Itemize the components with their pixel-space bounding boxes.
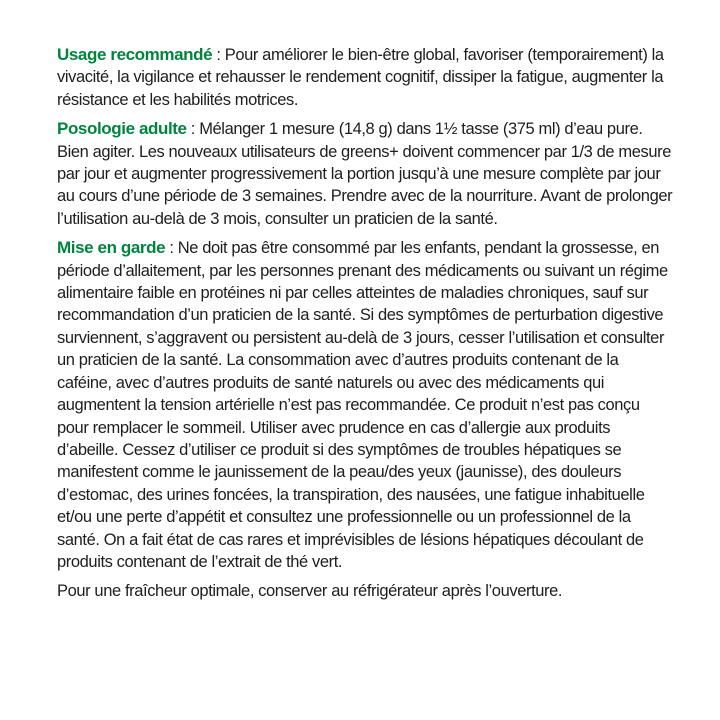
storage-text: Pour une fraîcheur optimale, conserver au réfrigérateur après l’ouverture. — [57, 582, 563, 601]
dosage-separator: : — [186, 120, 200, 139]
label-text-block — [57, 44, 675, 603]
warning-heading: Mise en garde — [57, 238, 166, 258]
dosage-paragraph — [57, 118, 675, 230]
storage-note-paragraph — [57, 580, 675, 602]
usage-heading: Usage recommandé — [57, 45, 213, 64]
usage-paragraph — [57, 44, 675, 111]
warning-separator: : — [165, 239, 178, 258]
usage-separator: : — [212, 46, 225, 64]
warning-text: Ne doit pas être consommé par les enfants, pendant la grossesse, en période d’allaitement, par les personnes prenant des médicaments ou suivant un régime alimentaire faible en protéines ni par celles atteintes de maladies chroniques, sauf sur recommandation d’un praticien de la santé. Si des symptômes de perturbation digestive surviennent, s’aggravent ou persistent au-delà de 3 jours, cesser l’utilisation et consulter un praticien de la santé. La consommation avec d’autres produits contenant de la caféine, avec d’autres produits de santé naturels ou avec des médicaments qui augmentent la tension artérielle n’est pas recommandée. Ce produit n’est pas conçu pour remplacer le sommeil. Utiliser avec prudence en cas d’allergie aux produits d’abeille. Cessez d’utiliser ce produit si des symptômes de troubles hépatiques se manifestent comme le jaunissement de la peau/des yeux (jaunisse), des douleurs d’estomac, des urines foncées, la transpiration, des nausées, une fatigue inhabituelle et/ou une perte d’appétit et consultez une professionnelle ou un professionnel de la santé. On a fait état de cas rares et imprévisibles de lésions hépatiques découlant de produits contenant de l’extrait de thé vert. — [57, 239, 668, 571]
warning-paragraph — [57, 237, 675, 573]
usage-text: Pour améliorer le bien-être global, favoriser (temporairement) la vivacité, la vigilance et rehausser le rendement cognitif, dissiper la fatigue, augmenter la résistance et les habilités motrices. — [57, 46, 664, 109]
dosage-heading: Posologie adulte — [57, 119, 187, 139]
dosage-text: Mélanger 1 mesure (14,8 g) dans 1½ tasse (375 ml) d’eau pure. Bien agiter. Les nouveaux utilisateurs de greens+ doivent commencer par 1/3 de mesure par jour et augmenter progressivement la portion jusqu’à une mesure complète par jour au cours d’une période de 3 semaines. Prendre avec de la nourriture. Avant de prolonger l’utilisation au-delà de 3 mois, consulter un praticien de la santé. — [57, 120, 673, 228]
